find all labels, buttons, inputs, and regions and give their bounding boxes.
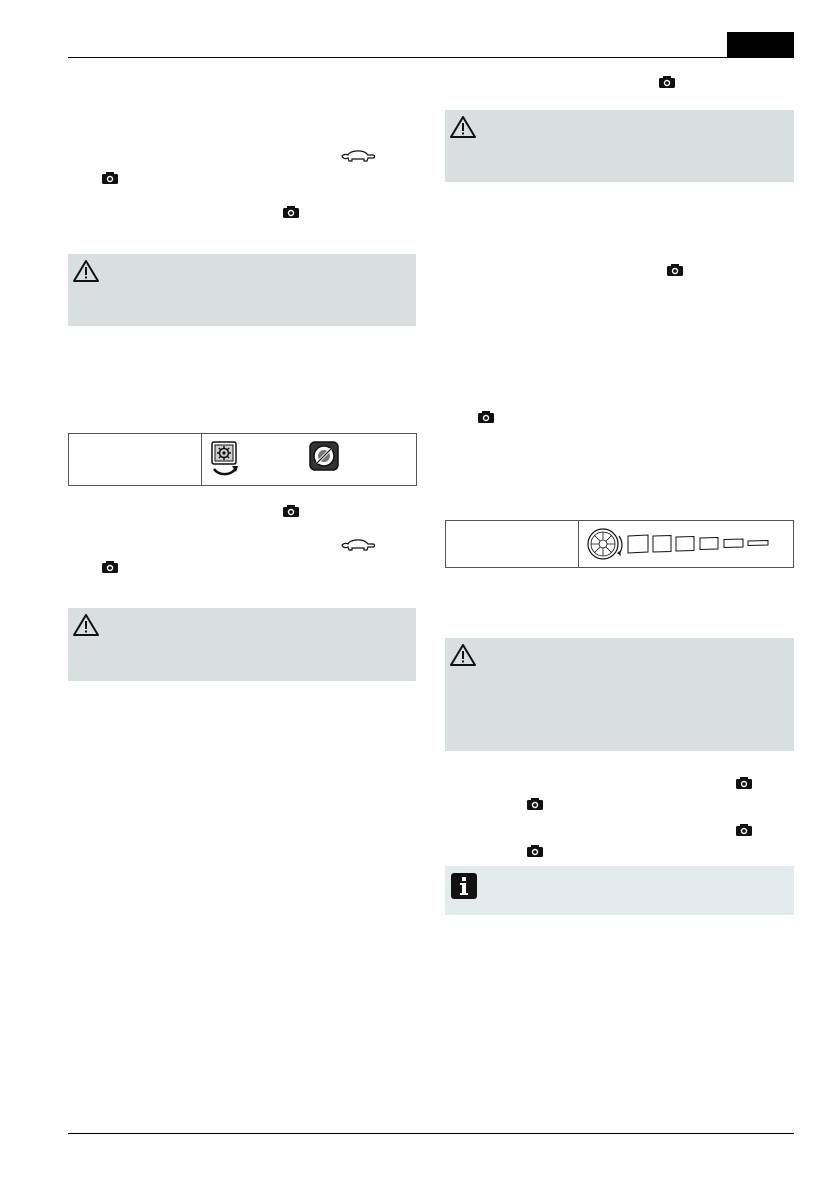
camera-icon [526, 844, 544, 858]
warning-note [68, 254, 416, 326]
language-tab [727, 32, 794, 58]
camera-icon [101, 560, 119, 574]
wheel-wear-table [445, 520, 794, 568]
warning-triangle-icon [72, 612, 100, 638]
camera-icon [282, 504, 300, 518]
warning-triangle-icon [72, 258, 100, 284]
settings-table-label-cell [69, 434, 202, 486]
speed-setting-icon [308, 440, 340, 472]
settings-table [68, 433, 417, 486]
warning-note [68, 608, 416, 681]
warning-triangle-icon [449, 114, 477, 140]
wheel-wear-bars-icon [585, 526, 795, 562]
camera-icon [477, 410, 495, 424]
warning-note [445, 110, 794, 182]
grinding-wheel-icon [588, 529, 622, 559]
turtle-icon [340, 147, 376, 163]
camera-icon [735, 776, 753, 790]
turtle-icon [340, 536, 376, 552]
camera-icon [526, 797, 544, 811]
settings-table-icon-cell [202, 434, 417, 486]
gear-rotate-icon [209, 440, 241, 478]
camera-icon [658, 75, 676, 89]
wheel-table-icon-cell [579, 521, 794, 568]
wheel-table-label-cell [446, 521, 579, 568]
camera-icon [735, 823, 753, 837]
camera-icon [282, 205, 300, 219]
header-rule [68, 57, 794, 58]
warning-triangle-icon [449, 642, 477, 668]
camera-icon [666, 263, 684, 277]
footer-rule [68, 1133, 794, 1134]
info-icon [450, 872, 478, 900]
camera-icon [101, 171, 119, 185]
warning-note [445, 638, 794, 751]
info-note [445, 866, 794, 915]
